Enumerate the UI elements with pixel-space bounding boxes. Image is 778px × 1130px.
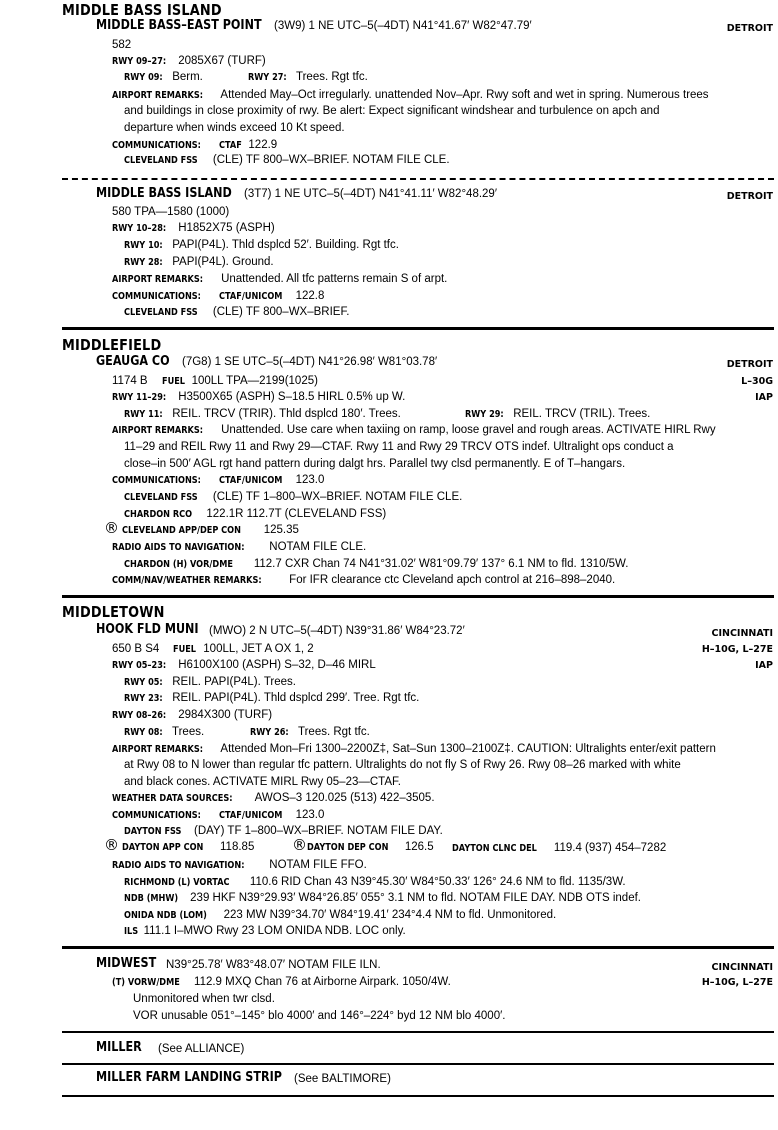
runway-end-label: RWY 11: (124, 409, 163, 420)
communications (112, 138, 277, 153)
airport-id-location: (MWO) 2 N UTC–5(–4DT) N39°31.86′ W84°23.72′ (209, 625, 465, 637)
fss-value: (CLE) TF 1–800–WX–BRIEF. NOTAM FILE CLE. (212, 491, 463, 503)
airport-name-middle-bass-island: MIDDLE BASS ISLAND (96, 186, 232, 201)
runway-end-11 (124, 407, 401, 422)
radio-aids-value: NOTAM FILE FFO. (269, 859, 367, 871)
remarks-label: AIRPORT REMARKS: (112, 425, 204, 436)
airport-id-location: (3W9) 1 NE UTC–5(–4DT) N41°41.67′ W82°47.79′ (274, 20, 532, 32)
runway-value: H6100X100 (ASPH) S–32, D–46 MIRL (178, 659, 376, 671)
class-c-symbol: ® (292, 836, 307, 854)
dashed-divider (62, 178, 774, 180)
city-heading-middletown: MIDDLETOWN (62, 603, 165, 621)
comm-label: COMMUNICATIONS: (112, 291, 201, 302)
vortac-value: 110.6 RID Chan 43 N39°45.30′ W84°50.33′ 126° 24.6 NM to fld. 1135/3W. (249, 876, 626, 888)
runway-label: RWY 09–27: (112, 56, 167, 67)
chart-ref: CINCINNATI (711, 962, 773, 973)
runway-end-26 (250, 725, 370, 740)
low-chart-ref: L–30G (741, 376, 773, 387)
runway-end-05 (124, 675, 296, 690)
lom-label: ONIDA NDB (LOM) (124, 910, 207, 921)
runway-end-label: RWY 23: (124, 693, 163, 704)
fuel-label: FUEL (173, 644, 197, 655)
fuel-label: FUEL (161, 376, 185, 387)
vor-label: (T) VORW/DME (112, 977, 180, 988)
cnw-label: COMM/NAV/WEATHER REMARKS: (112, 575, 262, 586)
runway-end-label: RWY 09: (124, 72, 163, 83)
runway-value: 2085X67 (TURF) (178, 55, 266, 67)
airport-name-miller: MILLER (96, 1040, 142, 1055)
sectional-chart-ref: DETROIT (726, 191, 773, 202)
runway-value: H3500X65 (ASPH) S–18.5 HIRL 0.5% up W. (178, 391, 406, 403)
remarks-text: Attended May–Oct irregularly. unattended Nov–Apr. Rwy soft and wet in spring. Numerous trees (220, 89, 709, 101)
app-label: CLEVELAND APP/DEP CON (122, 525, 242, 536)
runway-end-label: RWY 08: (124, 727, 163, 738)
app-con-line (104, 838, 254, 855)
runway-end-29 (465, 407, 650, 422)
fss-value: (CLE) TF 800–WX–BRIEF. (212, 306, 350, 318)
elevation-value: 1174 B (112, 375, 148, 387)
app-value: 125.35 (263, 524, 299, 536)
airport-name-miller-farm: MILLER FARM LANDING STRIP (96, 1070, 282, 1085)
lom-line (124, 908, 556, 923)
airport-id-location: (7G8) 1 SE UTC–5(–4DT) N41°26.98′ W81°03.78′ (182, 356, 438, 368)
runway-end-label: RWY 29: (465, 409, 504, 420)
runway-end-value: Trees. (172, 726, 205, 738)
remarks-label: AIRPORT REMARKS: (112, 744, 204, 755)
runway-line (112, 708, 272, 723)
ctaf-value: 122.9 (248, 139, 278, 151)
runway-end-value: PAPI(P4L). Ground. (172, 256, 274, 268)
chart-ref: H–10G, L–27E (701, 977, 773, 988)
ndb-value: 239 HKF N39°29.93′ W84°26.85′ 055° 3.1 NM to fld. NOTAM FILE DAY. NDB OTS indef. (190, 892, 641, 904)
runway-end-23 (124, 691, 419, 706)
runway-label: RWY 05–23: (112, 660, 167, 671)
vortac-label: RICHMOND (L) VORTAC (124, 877, 230, 888)
dep-con-line (292, 838, 434, 855)
airport-name-hook-fld-muni: HOOK FLD MUNI (96, 622, 199, 637)
runway-end-09 (124, 70, 203, 85)
field-elevation: 580 TPA—1580 (1000) (112, 206, 230, 218)
runway-end-label: RWY 05: (124, 677, 163, 688)
vor-value: 112.7 CXR Chan 74 N41°31.02′ W81°09.79′ 137° 6.1 NM to fld. 1310/5W. (253, 558, 629, 570)
remarks-label: AIRPORT REMARKS: (112, 274, 204, 285)
iap-ref: IAP (755, 660, 773, 671)
clnc-label: DAYTON CLNC DEL (452, 843, 537, 854)
runway-label: RWY 10–28: (112, 223, 167, 234)
chart-ref: H–10G, L–27E (701, 644, 773, 655)
ctaf-value: 122.8 (295, 290, 325, 302)
remarks-text: 11–29 and REIL Rwy 11 and Rwy 29—CTAF. Rwy 11 and Rwy 29 TRCV OTS indef. Ultralight ops conduct a (124, 441, 674, 453)
city-heading-middle-bass-island: MIDDLE BASS ISLAND (62, 1, 222, 19)
navaid-location: N39°25.78′ W83°48.07′ NOTAM FILE ILN. (166, 959, 381, 971)
remarks-text: Attended Mon–Fri 1300–2200Z‡, Sat–Sun 1300–2100Z‡. CAUTION: Ultralights enter/exit pattern (220, 743, 716, 755)
fss-line (124, 490, 462, 505)
ndb-label: NDB (MHW) (124, 893, 179, 904)
section-divider (62, 1095, 774, 1097)
remarks-text: and buildings in close proximity of rwy. Be alert: Expect significant windshear and turbulence on apch and (124, 105, 660, 117)
runway-end-28 (124, 255, 274, 270)
runway-end-value: PAPI(P4L). Thld dsplcd 52′. Building. Rgt tfc. (172, 239, 399, 251)
radio-aids (112, 858, 367, 873)
runway-line (112, 390, 405, 405)
comm-label: COMMUNICATIONS: (112, 810, 201, 821)
runway-end-10 (124, 238, 399, 253)
ctaf-value: 123.0 (295, 809, 325, 821)
cross-reference: (See BALTIMORE) (294, 1073, 391, 1085)
radio-aids-label: RADIO AIDS TO NAVIGATION: (112, 542, 245, 553)
runway-end-label: RWY 10: (124, 240, 163, 251)
airport-id-location: (3T7) 1 NE UTC–5(–4DT) N41°41.11′ W82°48.29′ (244, 188, 497, 200)
ils-label: ILS (124, 926, 139, 937)
sectional-chart-ref: CINCINNATI (711, 628, 773, 639)
airport-name-geauga-co: GEAUGA CO (96, 354, 170, 369)
fss-label: CLEVELAND FSS (124, 155, 198, 166)
comm-nav-weather-remarks (112, 573, 615, 588)
remarks-text: departure when winds exceed 10 Kt speed. (124, 122, 345, 134)
section-divider (62, 327, 774, 330)
runway-value: 2984X300 (TURF) (178, 709, 273, 721)
runway-end-value: REIL. PAPI(P4L). Trees. (172, 676, 296, 688)
ctaf-value: 123.0 (295, 474, 325, 486)
section-divider (62, 1031, 774, 1033)
iap-ref: IAP (755, 392, 773, 403)
ctaf-label: CTAF/UNICOM (218, 810, 283, 821)
communications (112, 808, 324, 823)
class-c-symbol: ® (104, 519, 119, 537)
runway-end-value: REIL. PAPI(P4L). Thld dsplcd 299′. Tree. Rgt tfc. (172, 692, 420, 704)
ctaf-label: CTAF/UNICOM (218, 291, 283, 302)
runway-end-label: RWY 28: (124, 257, 163, 268)
sectional-chart-ref: DETROIT (726, 23, 773, 34)
ctaf-label: CTAF/UNICOM (218, 475, 283, 486)
field-elevation: 582 (112, 39, 132, 51)
radio-aids-label: RADIO AIDS TO NAVIGATION: (112, 860, 245, 871)
weather-label: WEATHER DATA SOURCES: (112, 793, 233, 804)
vor-value: 112.9 MXQ Chan 76 at Airborne Airpark. 1050/4W. (194, 976, 451, 988)
weather-sources (112, 791, 435, 806)
ndb-line (124, 891, 641, 906)
airport-name-middle-bass-east-point: MIDDLE BASS–EAST POINT (96, 18, 262, 33)
communications (112, 473, 324, 488)
clnc-del-line (452, 841, 666, 856)
remarks-text: and black cones. ACTIVATE MIRL Rwy 05–23—CTAF. (124, 776, 401, 788)
fss-value: (DAY) TF 1–800–WX–BRIEF. NOTAM FILE DAY. (193, 825, 443, 837)
rco-value: 122.1R 112.7T (CLEVELAND FSS) (206, 508, 387, 520)
weather-value: AWOS–3 120.025 (513) 422–3505. (254, 792, 435, 804)
fuel-value: 100LL, JET A OX 1, 2 (203, 643, 314, 655)
radio-aids (112, 540, 366, 555)
section-divider (62, 946, 774, 949)
runway-end-value: Trees. Rgt tfc. (296, 71, 368, 83)
runway-label: RWY 11–29: (112, 392, 167, 403)
clnc-value: 119.4 (937) 454–7282 (553, 842, 667, 854)
navaid-note: VOR unusable 051°–145° blo 4000′ and 146°–224° byd 12 NM blo 4000′. (133, 1010, 506, 1022)
radio-aids-value: NOTAM FILE CLE. (269, 541, 367, 553)
fss-label: CLEVELAND FSS (124, 492, 198, 503)
vor-line (112, 975, 451, 990)
vortac-line (124, 875, 626, 890)
fuel-value: 100LL TPA—2199(1025) (191, 375, 318, 387)
cross-reference: (See ALLIANCE) (158, 1043, 245, 1055)
runway-line (112, 221, 275, 236)
airport-remarks (112, 88, 709, 103)
app-label: DAYTON APP CON (122, 842, 204, 853)
runway-end-08 (124, 725, 204, 740)
vor-label: CHARDON (H) VOR/DME (124, 559, 233, 570)
navaid-note: Unmonitored when twr clsd. (133, 993, 275, 1005)
runway-end-value: REIL. TRCV (TRIL). Trees. (513, 408, 651, 420)
fss-value: (CLE) TF 800–WX–BRIEF. NOTAM FILE CLE. (212, 154, 450, 166)
field-elevation (112, 374, 318, 389)
communications (112, 289, 324, 304)
remarks-text: at Rwy 08 to N lower than regular tfc pattern. Ultralights do not fly S of Rwy 26. Rwy 08–26 marked with white (124, 759, 681, 771)
lom-value: 223 MW N39°34.70′ W84°19.41′ 234°4.4 NM to fld. Unmonitored. (223, 909, 557, 921)
fss-line (124, 305, 349, 320)
sectional-chart-ref: DETROIT (726, 359, 773, 370)
fss-label: DAYTON FSS (124, 826, 182, 837)
remarks-label: AIRPORT REMARKS: (112, 90, 204, 101)
class-c-symbol: ® (104, 836, 119, 854)
dep-label: DAYTON DEP CON (307, 842, 389, 853)
remarks-text: Unattended. Use care when taxiing on ramp, loose gravel and rough areas. ACTIVATE HIRL Rwy (221, 424, 716, 436)
cnw-value: For IFR clearance ctc Cleveland apch control at 216–898–2040. (289, 574, 616, 586)
remarks-text: Unattended. All tfc patterns remain S of arpt. (221, 273, 448, 285)
vor-line (124, 557, 628, 572)
comm-label: COMMUNICATIONS: (112, 475, 201, 486)
rco-line (124, 507, 386, 522)
remarks-text: close–in 500′ AGL rgt hand pattern during dalgt hrs. Parallel twy clsd permanently. E of T–hangars. (124, 458, 626, 470)
airport-remarks (112, 742, 716, 757)
fss-label: CLEVELAND FSS (124, 307, 198, 318)
runway-end-value: Trees. Rgt tfc. (298, 726, 370, 738)
runway-end-value: REIL. TRCV (TRIR). Thld dsplcd 180′. Trees. (172, 408, 401, 420)
runway-end-label: RWY 26: (250, 727, 289, 738)
runway-end-27 (248, 70, 368, 85)
dep-value: 126.5 (404, 841, 434, 853)
runway-value: H1852X75 (ASPH) (178, 222, 275, 234)
airport-remarks (112, 272, 447, 287)
app-value: 118.85 (220, 841, 255, 853)
comm-label: COMMUNICATIONS: (112, 140, 201, 151)
city-heading-middlefield: MIDDLEFIELD (62, 336, 162, 354)
section-divider (62, 1063, 774, 1065)
runway-end-label: RWY 27: (248, 72, 287, 83)
runway-label: RWY 08–26: (112, 710, 167, 721)
airport-remarks (112, 423, 716, 438)
section-divider (62, 595, 774, 598)
rco-label: CHARDON RCO (124, 509, 193, 520)
elevation-value: 650 B S4 (112, 643, 160, 655)
app-dep-line (104, 521, 299, 538)
runway-line (112, 658, 376, 673)
ils-line (124, 924, 406, 939)
navaid-name-midwest: MIDWEST (96, 956, 157, 971)
ils-value: 111.1 I–MWO Rwy 23 LOM ONIDA NDB. LOC only. (143, 925, 406, 937)
fss-line (124, 824, 443, 839)
fss-line (124, 153, 450, 168)
field-elevation (112, 642, 314, 657)
runway-end-value: Berm. (172, 71, 203, 83)
ctaf-label: CTAF (218, 140, 242, 151)
runway-line (112, 54, 266, 69)
